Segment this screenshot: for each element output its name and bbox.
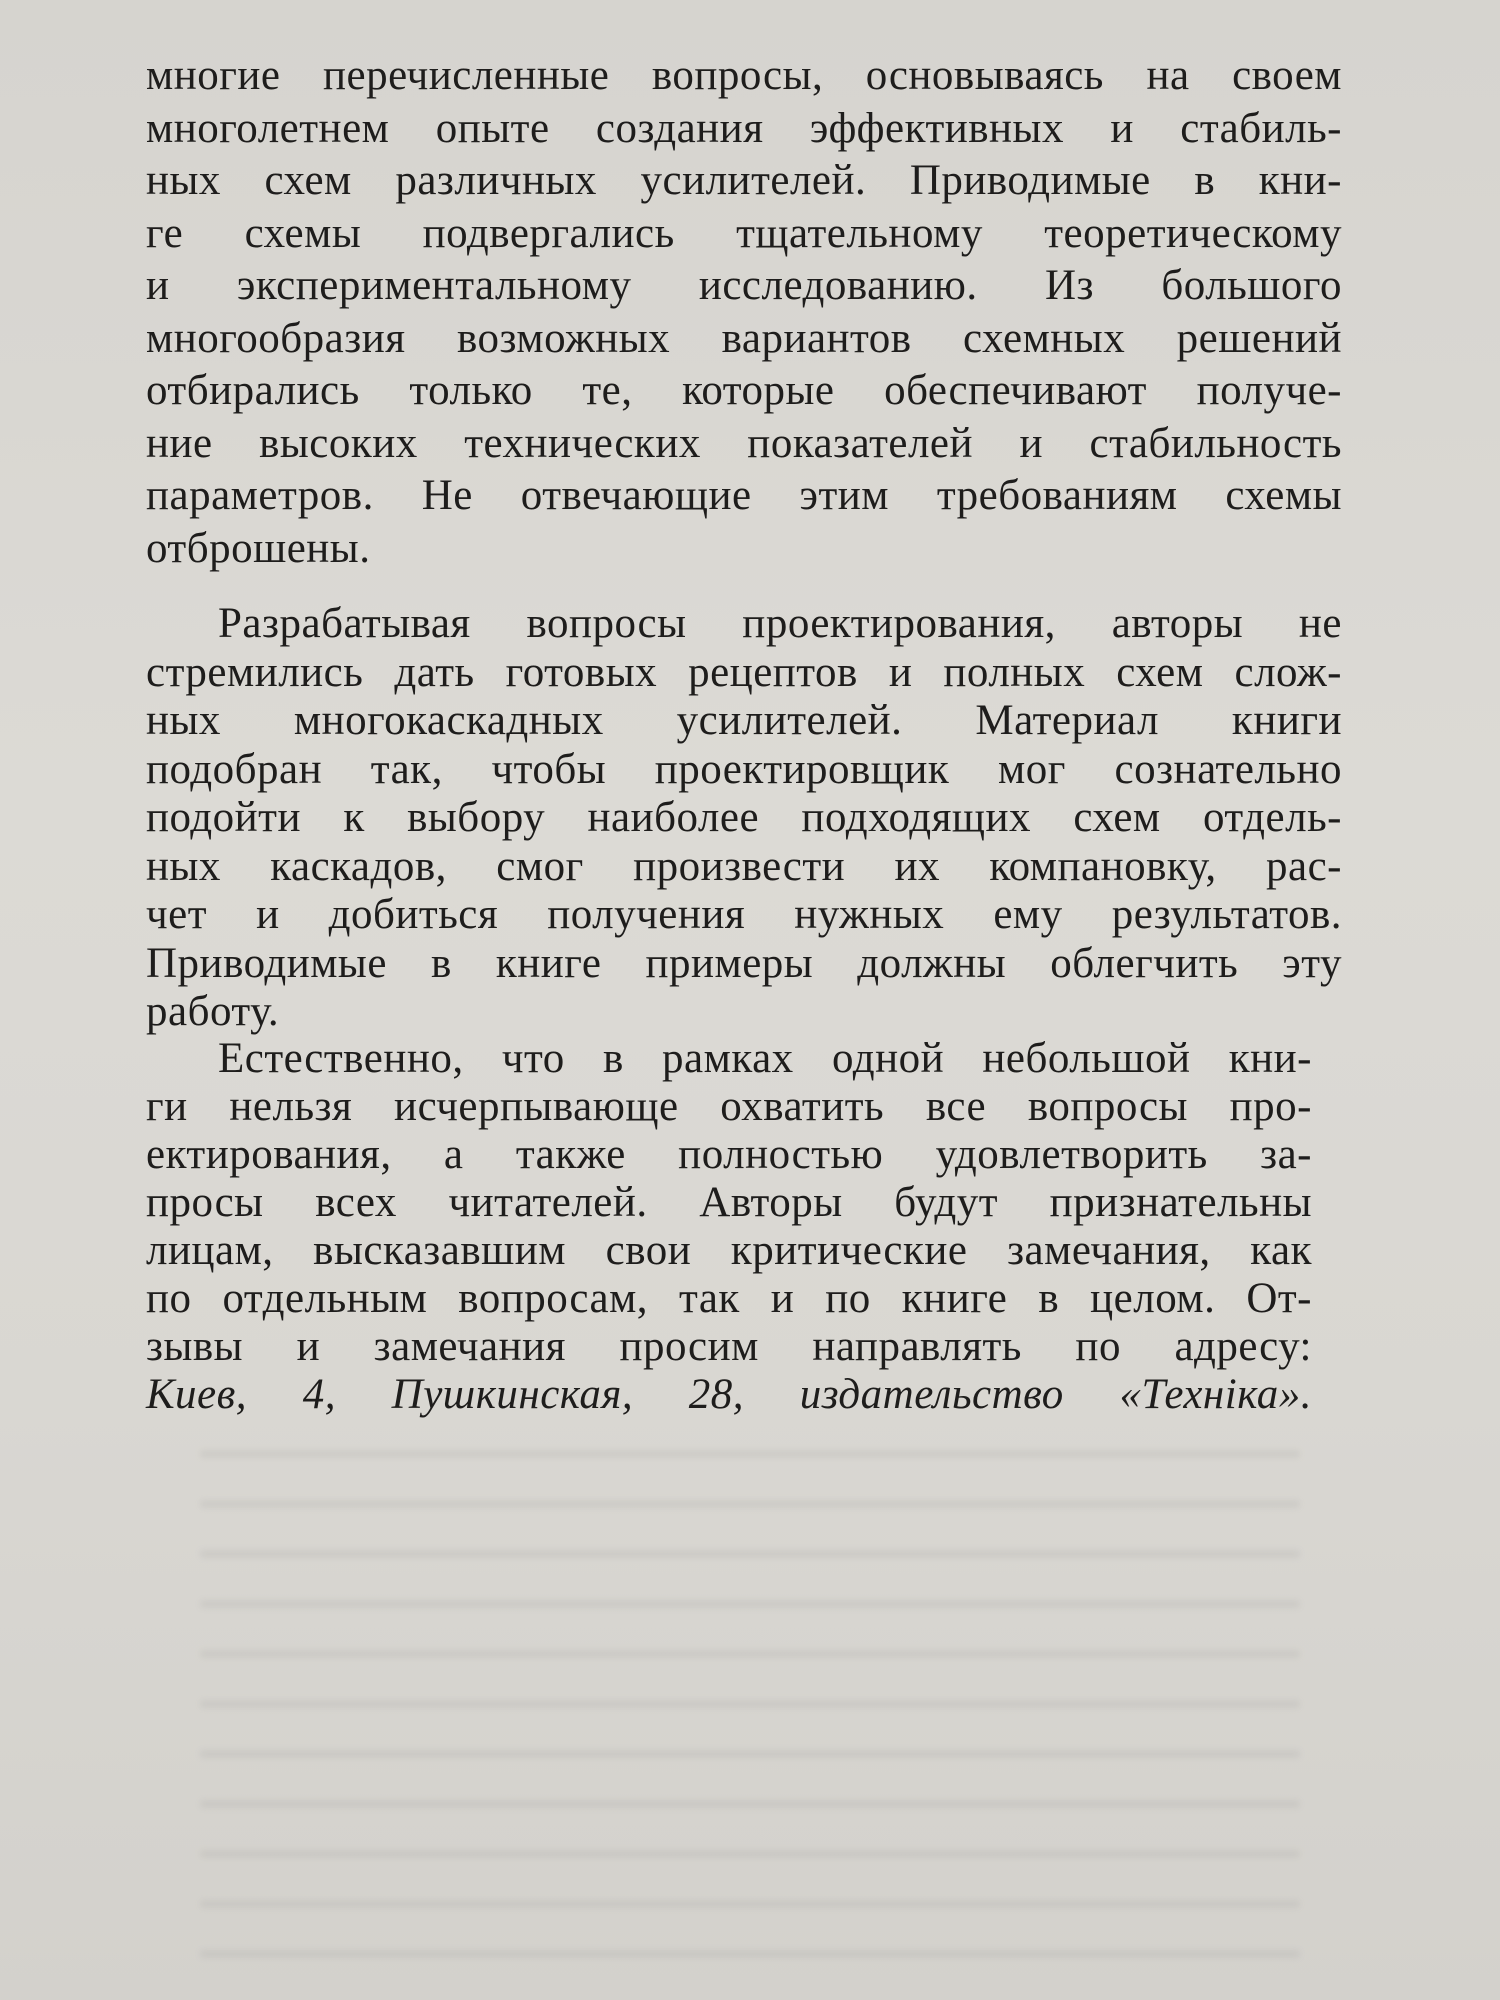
- paragraph-1: [146, 50, 1342, 575]
- text-line: просы всех читателей. Авторы будут признательны: [146, 1179, 1312, 1226]
- text-line: Естественно, что в рамках одной небольшой кни-: [218, 1035, 1312, 1082]
- text-line: по отдельным вопросам, так и по книге в целом. От-: [146, 1275, 1312, 1322]
- text-line: отброшены.: [146, 524, 371, 572]
- text-line: Разрабатывая вопросы проектирования, авторы не: [218, 600, 1342, 647]
- text-line: подойти к выбору наиболее подходящих схем отдель-: [146, 794, 1342, 841]
- text-line: многие перечисленные вопросы, основываясь на своем: [146, 52, 1342, 99]
- bleed-line: [200, 1700, 1300, 1708]
- text-line: многообразия возможных вариантов схемных решений: [146, 314, 1342, 362]
- text-line: ектирования, а также полностью удовлетворить за-: [146, 1131, 1312, 1178]
- text-line: лицам, высказавшим свои критические замечания, как: [146, 1227, 1312, 1274]
- text-line: ных каскадов, смог произвести их компановку, рас-: [146, 842, 1342, 890]
- text-line: ных многокаскадных усилителей. Материал книги: [146, 697, 1342, 744]
- text-line: ных схем различных усилителей. Приводимые в кни-: [146, 157, 1342, 204]
- bleed-line: [200, 1650, 1300, 1658]
- text-line: Приводимые в книге примеры должны облегчить эту: [146, 939, 1342, 987]
- text-line: работу.: [146, 988, 280, 1035]
- text-line: и экспериментальному исследованию. Из большого: [146, 262, 1342, 309]
- bleed-line: [200, 1600, 1300, 1608]
- bleed-line: [200, 1800, 1300, 1808]
- bleed-line: [200, 1900, 1300, 1908]
- bleed-line: [200, 1450, 1300, 1458]
- text-line: ги нельзя исчерпывающе охватить все вопросы про-: [146, 1083, 1312, 1130]
- text-line: подобран так, чтобы проектировщик мог сознательно: [146, 745, 1342, 793]
- paragraph-2: [146, 600, 1342, 1037]
- bleed-line: [200, 1750, 1300, 1758]
- text-line: параметров. Не отвечающие этим требованиям схемы: [146, 472, 1342, 519]
- text-line: ге схемы подвергались тщательному теоретическому: [146, 209, 1342, 257]
- text-line: зывы и замечания просим направлять по адресу:: [146, 1323, 1312, 1370]
- text-line: многолетнем опыте создания эффективных и стабиль-: [146, 104, 1342, 152]
- bleed-line: [200, 1950, 1300, 1958]
- bleed-line: [200, 1550, 1300, 1558]
- text-line: стремились дать готовых рецептов и полных схем слож-: [146, 648, 1342, 696]
- bleed-line: [200, 1850, 1300, 1858]
- paragraph-3: [146, 1035, 1312, 1419]
- text-line: отбирались только те, которые обеспечивают получе-: [146, 367, 1342, 414]
- text-line: ние высоких технических показателей и стабильность: [146, 419, 1342, 467]
- text-line: чет и добиться получения нужных ему результатов.: [146, 891, 1342, 938]
- bleed-line: [200, 1500, 1300, 1508]
- publisher-address: Киев, 4, Пушкинская, 28, издательство «Техніка».: [146, 1371, 1312, 1418]
